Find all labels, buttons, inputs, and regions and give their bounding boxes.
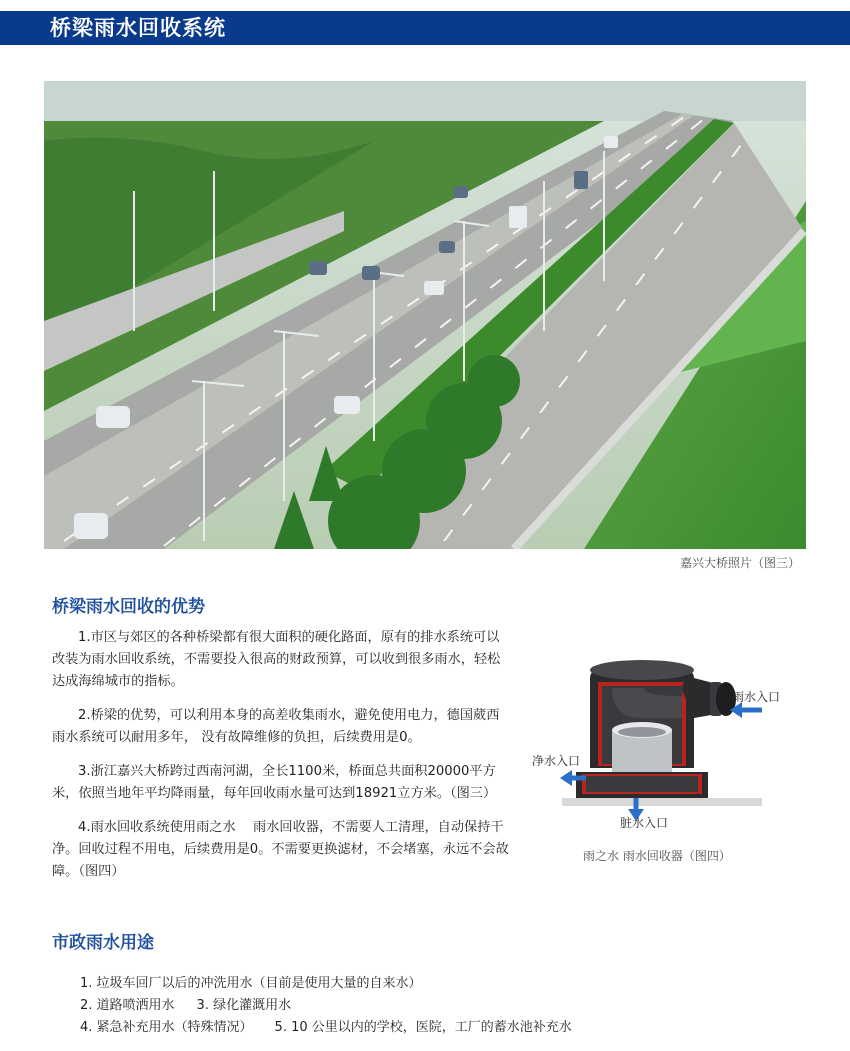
advantage-paragraph: 2.桥梁的优势，可以利用本身的高差收集雨水，避免使用电力，德国葳西雨水系统可以耐用多年， 没有故障维修的负担，后续费用是0。 xyxy=(52,708,500,745)
page-title: 桥梁雨水回收系统 xyxy=(50,16,226,40)
use-item: 5. 10 公里以内的学校，医院，工厂的蓄水池补充水 xyxy=(274,1020,572,1035)
photo-caption: 嘉兴大桥照片（图三） xyxy=(679,556,800,570)
uses-heading: 市政雨水用途 xyxy=(52,933,154,953)
list-item xyxy=(80,1017,572,1039)
use-item: 2. 道路喷洒用水 xyxy=(80,998,175,1013)
bridge-photo xyxy=(44,81,806,549)
use-item: 3. 绿化灌溉用水 xyxy=(196,998,292,1013)
clean-water-label: 净水入口 xyxy=(532,754,581,768)
list-item xyxy=(80,995,572,1017)
advantage-paragraph: 1.市区与郊区的各种桥梁都有很大面积的硬化路面，原有的排水系统可以改装为雨水回收系统，不需要投入很高的财政预算，可以收到很多雨水，轻松达成海绵城市的指标。 xyxy=(52,630,501,689)
advantage-paragraph: 4.雨水回收系统使用雨之水 雨水回收器，不需要人工清理，自动保持干净。回收过程不用电，后续费用是0。不需要更换滤材，不会堵塞，永远不会故障。（图四） xyxy=(52,820,509,879)
advantage-paragraph: 3.浙江嘉兴大桥跨过西南河湖，全长1100米，桥面总共面积20000平方米，依照当地年平均降雨量，每年回收雨水量可达到18921立方米。（图三） xyxy=(52,764,497,801)
device-caption: 雨之水 雨水回收器（图四） xyxy=(583,849,731,863)
list-item: 1. 垃圾车回厂以后的冲洗用水（目前是使用大量的自来水） xyxy=(80,976,422,991)
dirty-water-label: 脏水入口 xyxy=(620,816,669,830)
uses-list xyxy=(80,973,572,1039)
inlet-label: 雨水入口 xyxy=(732,690,781,704)
use-item: 4. 紧急补充用水（特殊情况） xyxy=(80,1020,253,1035)
advantages-heading: 桥梁雨水回收的优势 xyxy=(52,597,205,617)
